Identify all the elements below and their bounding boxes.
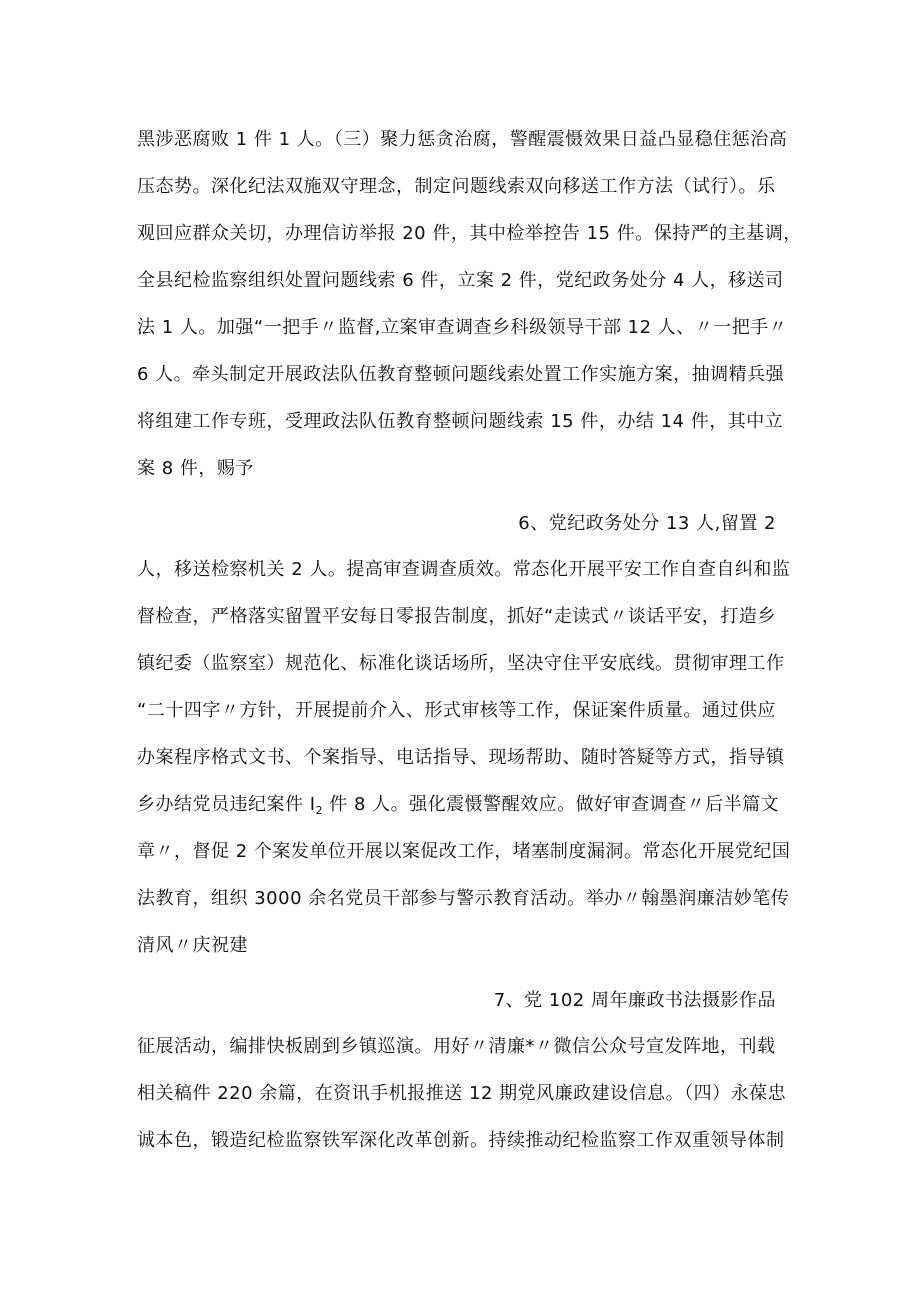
section-heading-7: 7、党 102 周年廉政书法摄影作品	[493, 990, 776, 1011]
text-line: 黑涉恶腐败 1 件 1 人。（三）聚力惩贪治腐，警醒震慑效果日益凸显稳住惩治高	[137, 129, 788, 150]
text-line: 镇纪委（监察室）规范化、标准化谈话场所，坚决守住平安底线。贯彻审理工作	[137, 653, 785, 674]
text-line: “二十四字〃方针，开展提前介入、形式审核等工作，保证案件质量。通过供应	[137, 700, 776, 721]
text-line: 将组建工作专班，受理政法队伍教育整顿问题线索 15 件，办结 14 件，其中立	[137, 411, 784, 432]
text-line: 案 8 件，赐予	[137, 458, 254, 479]
text-segment: 乡办结党员违纪案件 I	[137, 794, 316, 815]
text-line: 办案程序格式文书、个案指导、电话指导、现场帮助、随时答疑等方式，指导镇	[137, 747, 785, 768]
text-line: 诚本色，锻造纪检监察铁军深化改革创新。持续推动纪检监察工作双重领导体制	[137, 1130, 785, 1151]
section-heading-6: 6、党纪政务处分 13 人,留置 2	[518, 513, 776, 534]
text-line: 人，移送检察机关 2 人。提高审查调查质效。常态化开展平安工作自查自纠和监	[137, 559, 791, 580]
text-segment: 件 8 人。强化震慑警醒效应。做好审查调查〃后半篇文	[323, 794, 780, 815]
subscript: 2	[315, 804, 324, 817]
text-line: 压态势。深化纪法双施双守理念，制定问题线索双向移送工作方法（试行）。乐	[137, 176, 776, 197]
text-line: 章〃，督促 2 个案发单位开展以案促改工作，堵塞制度漏洞。常态化开展党纪国	[137, 841, 791, 862]
text-line: 清风〃庆祝建	[137, 935, 248, 956]
text-line: 观回应群众关切，办理信访举报 20 件，其中检举控告 15 件。保持严的主基调，	[137, 223, 802, 244]
text-line: 全县纪检监察组织处置问题线索 6 件，立案 2 件，党纪政务处分 4 人，移送司	[137, 270, 784, 291]
text-line: 法教育，组织 3000 余名党员干部参与警示教育活动。举办〃翰墨润廉洁妙笔传	[137, 888, 790, 909]
text-line: 法 1 人。加强“一把手〃监督,立案审查调查乡科级领导干部 12 人、〃一把手〃	[137, 317, 788, 338]
text-line: 6 人。牵头制定开展政法队伍教育整顿问题线索处置工作实施方案，抽调精兵强	[137, 364, 785, 385]
text-line-with-subscript	[137, 793, 797, 823]
text-line: 督检查，严格落实留置平安每日零报告制度，抓好“走读式〃谈话平安，打造乡	[137, 606, 776, 627]
text-line: 征展活动，编排快板剧到乡镇巡演。用好〃清廉*〃微信公众号宣发阵地，刊载	[137, 1036, 776, 1057]
text-line: 相关稿件 220 余篇，在资讯手机报推送 12 期党风廉政建设信息。（四）永葆忠	[137, 1083, 787, 1104]
